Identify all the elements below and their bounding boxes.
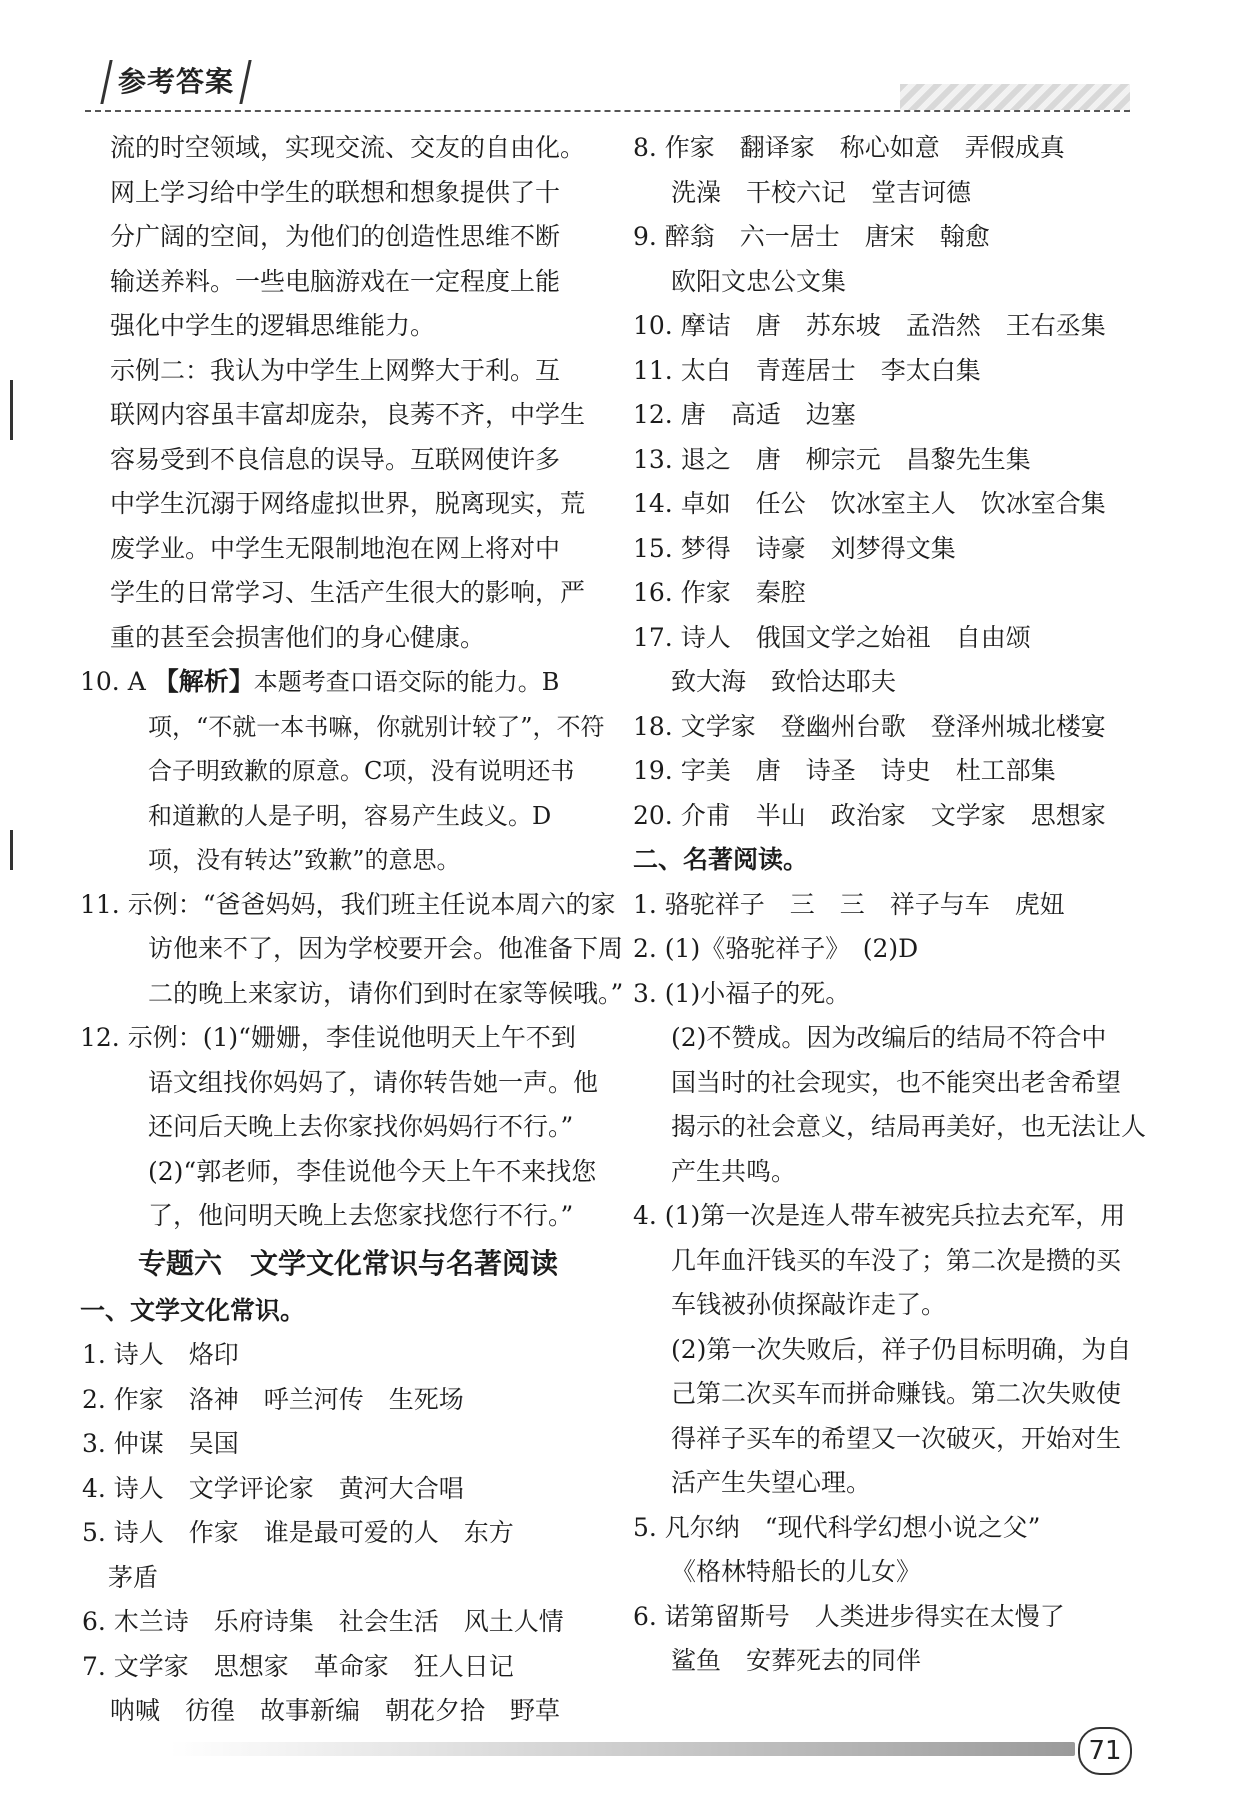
- text-line: 和道歉的人是子明，容易产生歧义。D: [148, 801, 552, 830]
- edge-mark: [10, 830, 13, 870]
- topic-title: 专题六 文学文化常识与名著阅读: [138, 1246, 559, 1280]
- text-line: 语文组找你妈妈了，请你转告她一声。他: [148, 1067, 599, 1097]
- list-item: 5. 诗人 作家 谁是最可爱的人 东方: [82, 1518, 514, 1547]
- list-item: 2. (1)《骆驼祥子》 (2)D: [633, 934, 919, 963]
- text-line: 输送养料。一些电脑游戏在一定程度上能: [110, 266, 561, 296]
- text-line: 11. 示例：“爸爸妈妈，我们班主任说本周六的家: [80, 889, 616, 919]
- text-line: 车钱被孙侦探敲诈走了。: [671, 1290, 947, 1319]
- question-number: 10. A: [80, 667, 146, 696]
- list-item: 6. 木兰诗 乐府诗集 社会生活 风土人情: [82, 1607, 564, 1636]
- list-item: 3. (1)小福子的死。: [633, 978, 851, 1008]
- list-item: 8. 作家 翻译家 称心如意 弄假成真: [633, 133, 1065, 162]
- text-line: 了，他问明天晚上去您家找您行不行。”: [148, 1201, 574, 1230]
- text-line: 网上学习给中学生的联想和想象提供了十: [110, 177, 561, 207]
- list-item: 16. 作家 秦腔: [633, 578, 806, 607]
- text-line: 二的晚上来家访，请你们到时在家等候哦。”: [148, 978, 624, 1008]
- list-item: 呐喊 彷徨 故事新编 朝花夕拾 野草: [110, 1696, 561, 1725]
- list-item: 3. 仲谋 吴国: [82, 1429, 239, 1458]
- text-line: 合子明致歉的原意。C项，没有说明还书: [148, 757, 575, 785]
- text-line: (2)不赞成。因为改编后的结局不符合中: [671, 1023, 1107, 1052]
- list-item: 10. 摩诘 唐 苏东坡 孟浩然 王右丞集: [633, 311, 1106, 340]
- header-divider: [85, 110, 1130, 112]
- list-item: 7. 文学家 思想家 革命家 狂人日记: [82, 1651, 514, 1681]
- list-item: 15. 梦得 诗豪 刘梦得文集: [633, 533, 956, 563]
- text-line: 《格林特船长的儿女》: [671, 1557, 922, 1586]
- text-line: 揭示的社会意义，结局再美好，也无法让人: [671, 1112, 1147, 1141]
- right-column: [633, 126, 1147, 1684]
- analysis-tag: 【解析】: [153, 667, 254, 696]
- section-heading: 二、名著阅读。: [633, 845, 809, 874]
- list-item: 9. 醉翁 六一居士 唐宋 翰愈: [633, 222, 990, 251]
- text-line: 几年血汗钱买的车没了；第二次是攒的买: [671, 1245, 1122, 1275]
- text-line: 活产生失望心理。: [671, 1468, 872, 1497]
- list-item: 5. 凡尔纳 “现代科学幻想小说之父”: [633, 1512, 1041, 1542]
- text-line: (2)第一次失败后，祥子仍目标明确，为自: [671, 1334, 1132, 1364]
- text-line: 示例二：我认为中学生上网弊大于利。互: [110, 355, 561, 385]
- list-item: 13. 退之 唐 柳宗元 昌黎先生集: [633, 444, 1031, 474]
- text-line: 己第二次买车而拼命赚钱。第二次失败使: [671, 1379, 1122, 1408]
- list-item: 20. 介甫 半山 政治家 文学家 思想家: [633, 800, 1106, 830]
- analysis-text: 本题考查口语交际的能力。B: [253, 668, 560, 696]
- text-line: 得祥子买车的希望又一次破灭，开始对生: [671, 1423, 1122, 1453]
- text-line: 容易受到不良信息的误导。互联网使许多: [110, 444, 561, 474]
- question-10: [80, 660, 590, 705]
- text-line: 分广阔的空间，为他们的创造性思维不断: [110, 222, 561, 251]
- text-line: 强化中学生的逻辑思维能力。: [110, 311, 436, 340]
- list-item: 1. 诗人 烙印: [82, 1340, 239, 1369]
- text-line: 还问后天晚上去你家找你妈妈行不行。”: [148, 1112, 574, 1141]
- text-line: 学生的日常学习、生活产生很大的影响，严: [110, 578, 586, 607]
- list-item: 17. 诗人 俄国文学之始祖 自由颂: [633, 622, 1031, 652]
- text-line: (2)“郭老师，李佳说他今天上午不来找您: [148, 1156, 597, 1186]
- footer-bar: [170, 1742, 1075, 1756]
- text-line: 鲨鱼 安葬死去的同伴: [671, 1646, 922, 1675]
- section-heading: 一、文学文化常识。: [80, 1295, 306, 1325]
- list-item: 14. 卓如 任公 饮冰室主人 饮冰室合集: [633, 489, 1106, 518]
- text-line: 访他来不了，因为学校要开会。他准备下周: [148, 934, 624, 963]
- list-item: 18. 文学家 登幽州台歌 登泽州城北楼宴: [633, 711, 1106, 741]
- text-line: 项，没有转达”致歉”的意思。: [148, 846, 461, 874]
- page-number: 71: [1078, 1727, 1132, 1775]
- text-line: 产生共鸣。: [671, 1156, 797, 1186]
- text-line: 废学业。中学生无限制地泡在网上将对中: [110, 533, 561, 563]
- list-item: 2. 作家 洛神 呼兰河传 生死场: [82, 1384, 464, 1414]
- list-item: 1. 骆驼祥子 三 三 祥子与车 虎妞: [633, 889, 1065, 919]
- page-header-title: 参考答案: [100, 60, 251, 104]
- text-line: 联网内容虽丰富却庞杂，良莠不齐，中学生: [110, 400, 586, 429]
- text-line: 重的甚至会损害他们的身心健康。: [110, 622, 486, 652]
- text-line: 项，“不就一本书嘛，你就别计较了”，不符: [148, 712, 605, 741]
- list-item: 茅盾: [108, 1562, 159, 1592]
- text-line: 中学生沉溺于网络虚拟世界，脱离现实，荒: [110, 489, 586, 518]
- list-item: 11. 太白 青莲居士 李太白集: [633, 355, 981, 385]
- list-item: 致大海 致恰达耶夫: [671, 667, 897, 696]
- header-decoration: [900, 84, 1130, 110]
- text-line: 12. 示例：(1)“姗姗，李佳说他明天上午不到: [80, 1023, 576, 1052]
- list-item: 19. 字美 唐 诗圣 诗史 杜工部集: [633, 756, 1056, 785]
- list-item: 12. 唐 高适 边塞: [633, 400, 856, 429]
- list-item: 欧阳文忠公文集: [671, 266, 847, 296]
- text-line: 流的时空领域，实现交流、交友的自由化。: [110, 133, 586, 162]
- list-item: 4. 诗人 文学评论家 黄河大合唱: [82, 1473, 464, 1503]
- list-item: 6. 诺第留斯号 人类进步得实在太慢了: [633, 1601, 1065, 1631]
- list-item: 洗澡 干校六记 堂吉诃德: [671, 177, 972, 207]
- edge-mark: [10, 380, 13, 440]
- text-line: 国当时的社会现实，也不能突出老舍希望: [671, 1067, 1122, 1097]
- left-column: [80, 126, 624, 1734]
- list-item: 4. (1)第一次是连人带车被宪兵拉去充军，用: [633, 1201, 1126, 1230]
